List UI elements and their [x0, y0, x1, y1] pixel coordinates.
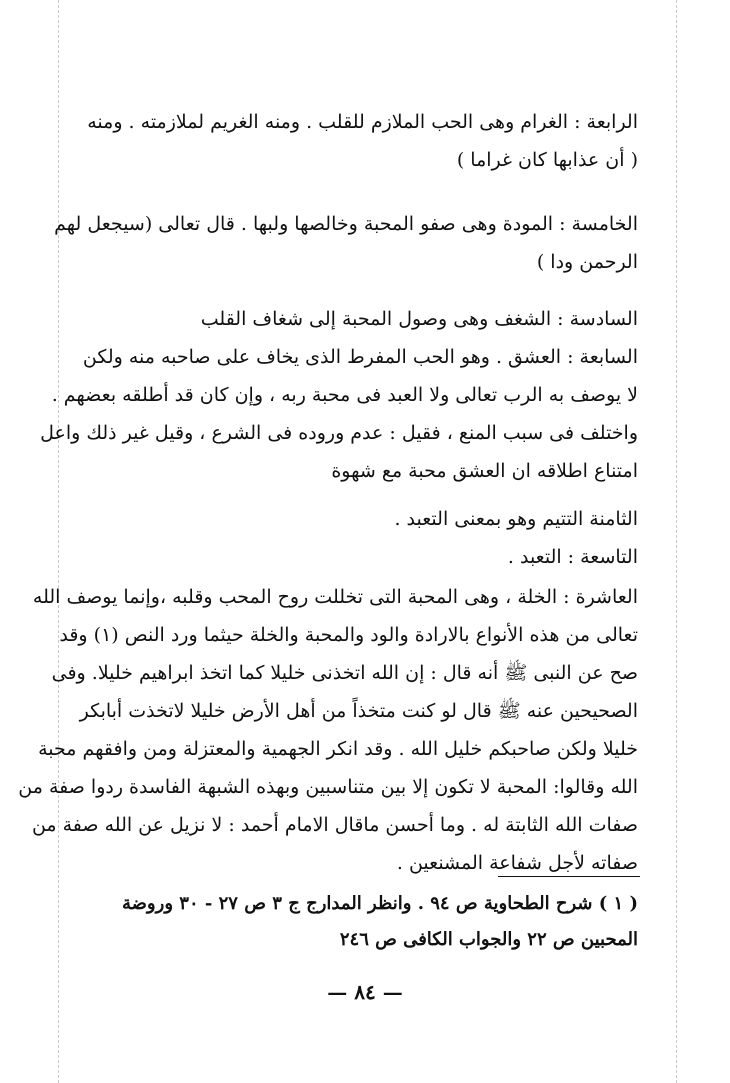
text-line: واختلف فى سبب المنع ، فقيل : عدم وروده فى الشرع ، وقيل غير ذلك واعل: [40, 422, 638, 444]
text-line: السادسة : الشغف وهى وصول المحبة إلى شغاف القلب: [200, 308, 638, 330]
text-line: ( أن عذابها كان غراما ): [456, 149, 638, 171]
text-line: صفات الله الثابتة له . وما أحسن ماقال الامام أحمد : لا نزيل عن الله صفة من: [31, 814, 638, 836]
paragraph-fifth: [54, 205, 638, 281]
text-line: تعالى من هذه الأنواع بالارادة والود والمحبة والخلة حيثما ورد النص (١) وقد: [59, 624, 638, 646]
left-margin-guide: [58, 0, 59, 1083]
text-line: العاشرة : الخلة ، وهى المحبة التى تخللت روح المحب وقلبه ،وإنما يوصف الله: [32, 586, 638, 608]
right-margin-guide: [676, 0, 677, 1083]
text-line: التاسعة : التعبد .: [507, 546, 638, 568]
text-line: الرحمن ودا ): [536, 251, 638, 273]
footnote-line: المحبين ص ٢٢ والجواب الكافى ص ٢٤٦: [339, 929, 638, 950]
text-line: صفاته لأجل شفاعة المشنعين .: [396, 852, 638, 874]
text-line: الخامسة : المودة وهى صفو المحبة وخالصها ولبها . قال تعالى (سيجعل لهم: [54, 213, 638, 235]
text-line: السابعة : العشق . وهو الحب المفرط الذى يخاف على صاحبه منه ولكن: [82, 346, 638, 368]
footnote-rule: [498, 876, 640, 877]
footnote: [90, 886, 638, 958]
page-number: — ٨٤ —: [327, 980, 403, 1004]
text-line: الثامنة التتيم وهو بمعنى التعبد .: [394, 508, 638, 530]
text-line: لا يوصف به الرب تعالى ولا العبد فى محبة ربه ، وإن كان قد أطلقه بعضهم .: [51, 384, 638, 406]
footnote-line: ( ١ ) شرح الطحاوية ص ٩٤ . وانظر المدارج ج ٣ ص ٢٧ - ٣٠ وروضة: [122, 893, 638, 914]
text-line: الصحيحين عنه ﷺ قال لو كنت متخذاً من أهل الأرض خليلا لاتخذت أبابكر: [79, 700, 638, 722]
paragraph-tenth: [18, 578, 638, 882]
text-line: الله وقالوا: المحبة لا تكون إلا بين متناسبين وبهذه الشبهة الفاسدة ردوا صفة من: [18, 776, 638, 798]
paragraph-eighth-ninth: [90, 500, 638, 576]
text-line: خليلا ولكن صاحبكم خليل الله . وقد انكر الجهمية والمعتزلة ومن وافقهم محبة: [38, 738, 638, 760]
paragraph-sixth-seventh: [40, 300, 638, 490]
text-line: صح عن النبى ﷺ أنه قال : إن الله اتخذنى خليلا كما اتخذ ابراهيم خليلا. وفى: [51, 662, 638, 684]
text-line: الرابعة : الغرام وهى الحب الملازم للقلب . ومنه الغريم لملازمته . ومنه: [87, 111, 638, 133]
paragraph-fourth: [87, 103, 638, 179]
text-line: امتناع اطلاقه ان العشق محبة مع شهوة: [331, 460, 638, 482]
